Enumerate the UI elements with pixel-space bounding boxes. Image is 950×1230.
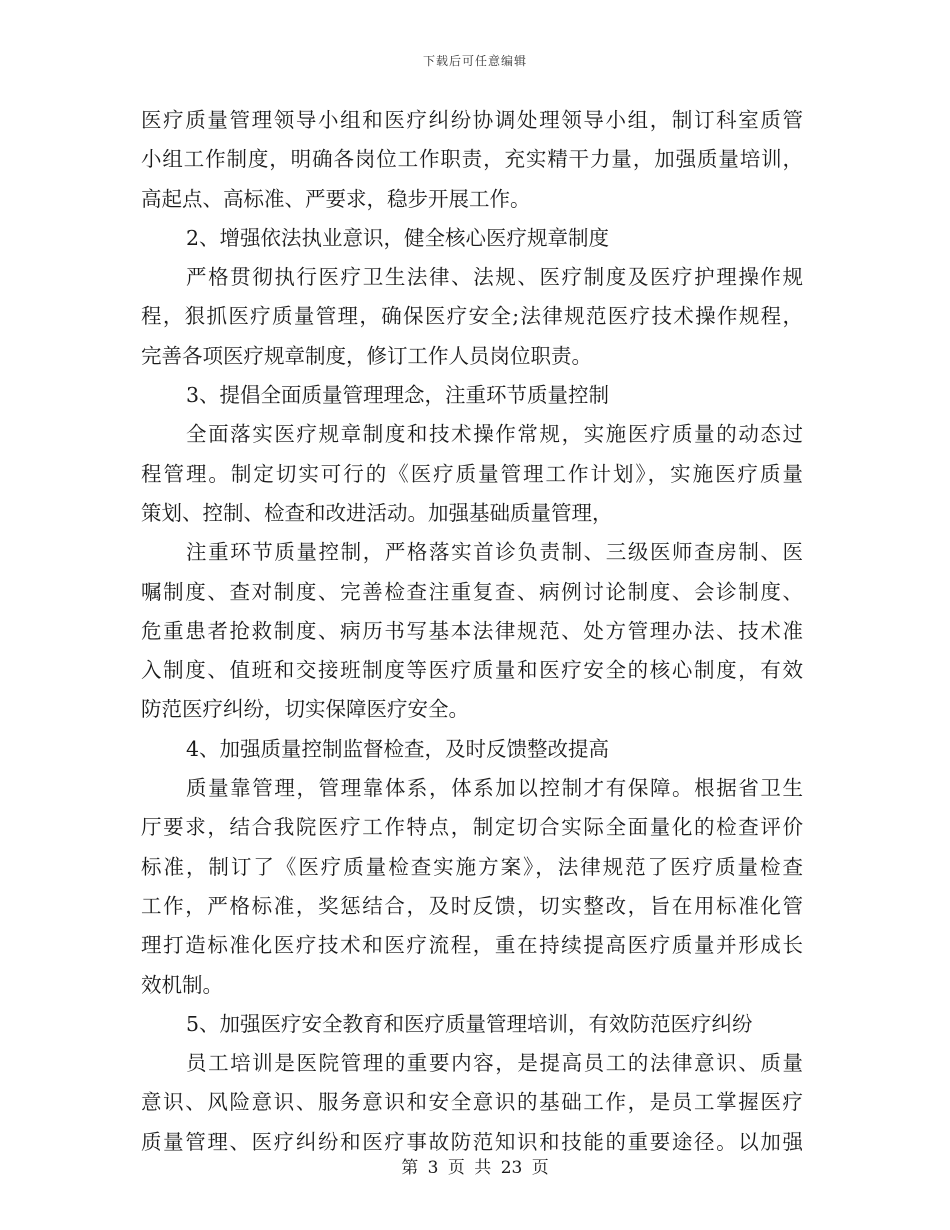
text-line: 理打造标准化医疗技术和医疗流程，重在持续提高医疗质量并形成长 <box>141 933 803 958</box>
text-line: 2、增强依法执业意识，健全核心医疗规章制度 <box>186 225 610 250</box>
text-line: 完善各项医疗规章制度，修订工作人员岗位职责。 <box>141 343 592 368</box>
text-line: 防范医疗纠纷，切实保障医疗安全。 <box>141 697 469 722</box>
text-line: 3、提倡全面质量管理理念，注重环节质量控制 <box>186 383 610 408</box>
text-line: 策划、控制、检查和改进活动。加强基础质量管理， <box>141 500 613 525</box>
document-body <box>141 101 803 1162</box>
text-line: 小组工作制度，明确各岗位工作职责，充实精干力量，加强质量培训， <box>141 147 803 172</box>
text-line: 危重患者抢救制度、病历书写基本法律规范、处方管理办法、技术准 <box>141 618 803 643</box>
text-line: 程，狠抓医疗质量管理，确保医疗安全;法律规范医疗技术操作规程， <box>141 304 803 329</box>
text-line: 入制度、值班和交接班制度等医疗质量和医疗安全的核心制度，有效 <box>141 658 803 683</box>
text-line: 医疗质量管理领导小组和医疗纠纷协调处理领导小组，制订科室质管 <box>141 108 803 132</box>
text-line: 效机制。 <box>141 972 223 997</box>
text-line: 高起点、高标准、严要求，稳步开展工作。 <box>141 186 531 211</box>
text-line: 程管理。制定切实可行的《医疗质量管理工作计划》，实施医疗质量 <box>141 461 803 486</box>
text-line: 严格贯彻执行医疗卫生法律、法规、医疗制度及医疗护理操作规 <box>186 265 803 290</box>
text-line: 5、加强医疗安全教育和医疗质量管理培训，有效防范医疗纠纷 <box>186 1011 753 1036</box>
text-line: 工作，严格标准，奖惩结合，及时反馈，切实整改，旨在用标准化管 <box>141 893 803 918</box>
text-line: 嘱制度、查对制度、完善检查注重复查、病例讨论制度、会诊制度、 <box>141 579 803 604</box>
text-line: 全面落实医疗规章制度和技术操作常规，实施医疗质量的动态过 <box>186 422 803 447</box>
page-footer: 第 3 页 共 23 页 <box>401 1158 549 1178</box>
text-line: 员工培训是医院管理的重要内容，是提高员工的法律意识、质量 <box>186 1051 803 1076</box>
text-line: 标准，制订了《医疗质量检查实施方案》，法律规范了医疗质量检查 <box>141 854 803 879</box>
page-header: 下载后可任意编辑 <box>422 54 527 68</box>
text-line: 4、加强质量控制监督检查，及时反馈整改提高 <box>186 736 610 761</box>
text-line: 注重环节质量控制，严格落实首诊负责制、三级医师查房制、医 <box>186 540 803 565</box>
text-line: 厅要求，结合我院医疗工作特点，制定切合实际全面量化的检查评价 <box>141 815 803 840</box>
text-line: 质量靠管理，管理靠体系，体系加以控制才有保障。根据省卫生 <box>186 776 803 801</box>
text-line: 意识、风险意识、服务意识和安全意识的基础工作，是员工掌握医疗 <box>141 1090 803 1115</box>
text-line: 质量管理、医疗纠纷和医疗事故防范知识和技能的重要途径。以加强 <box>141 1129 803 1154</box>
